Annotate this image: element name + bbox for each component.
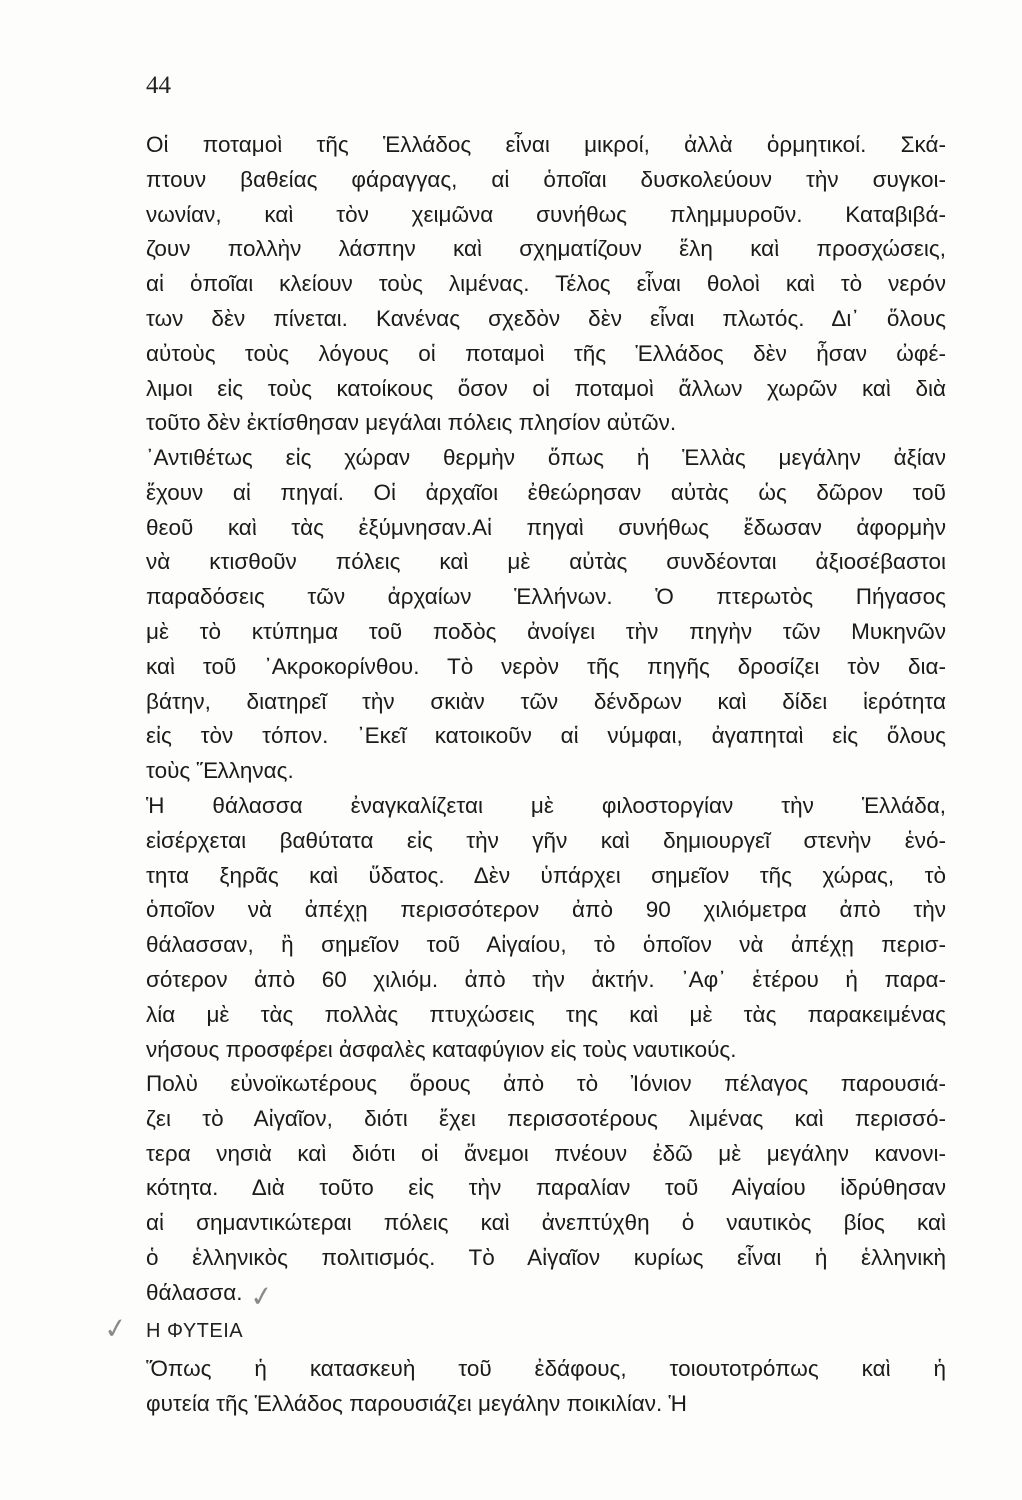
text-line: εἰς τὸν τόπον. ᾿Εκεῖ κατοικοῦν αἱ νύμφαι, ἀγαπηταὶ εἰς ὅλους (146, 723, 946, 749)
text-line: ὁ ἑλληνικὸς πολιτισμός. Τὸ Αἰγαῖον κυρίως εἶναι ἡ ἑλληνικὴ (146, 1244, 946, 1270)
text-line: λιμοι εἰς τοὺς κατοίκους ὅσον οἱ ποταμοὶ ἄλλων χωρῶν καὶ διὰ (146, 375, 946, 401)
text-line: ᾿Αντιθέτως εἰς χώραν θερμὴν ὅπως ἡ Ἑλλὰς μεγάλην ἀξίαν (146, 445, 946, 470)
section-heading: Η ΦΥΤΕΙΑ (146, 1320, 244, 1342)
page-number: 44 (146, 72, 171, 99)
text-line: φυτεία τῆς Ἑλλάδος παρουσιάζει μεγάλην ποικιλίαν. Ἡ (146, 1390, 687, 1416)
paragraph-springs (146, 441, 946, 789)
text-line: τοὺς Ἕλληνας. (146, 758, 294, 784)
text-line: αἱ σημαντικώτεραι πόλεις καὶ ἀνεπτύχθη ὁ ναυτικὸς βίος καὶ (146, 1210, 946, 1236)
text-line: Ὅπως ἡ κατασκευὴ τοῦ ἐδάφους, τοιουτοτρόπως καὶ ἡ (146, 1356, 946, 1381)
text-line: παραδόσεις τῶν ἀρχαίων Ἑλλήνων. Ὁ πτερωτὸς Πήγασος (146, 584, 946, 610)
text-line: νήσους προσφέρει ἀσφαλὲς καταφύγιον εἰς τοὺς ναυτικούς. (146, 1036, 737, 1062)
paragraph-sea (146, 789, 946, 1067)
pencil-checkmark-icon: ✓ (101, 1310, 130, 1347)
text-line: θάλασσαν, ἢ σημεῖον τοῦ Αἰγαίου, τὸ ὁποῖον νὰ ἀπέχῃ περισ- (146, 932, 946, 958)
text-line: Πολὺ εὐνοϊκωτέρους ὅρους ἀπὸ τὸ Ἰόνιον πέλαγος παρουσιά- (146, 1071, 946, 1096)
text-line: πτουν βαθείας φάραγγας, αἱ ὁποῖαι δυσκολεύουν τὴν συγκοι- (146, 166, 946, 192)
text-line: ἔχουν αἱ πηγαί. Οἱ ἀρχαῖοι ἐθεώρησαν αὐτὰς ὡς δῶρον τοῦ (146, 479, 946, 505)
text-line: Οἱ ποταμοὶ τῆς Ἑλλάδος εἶναι μικροί, ἀλλὰ ὁρμητικοί. Σκά- (146, 132, 946, 157)
text-line: νωνίαν, καὶ τὸν χειμῶνα συνήθως πλημμυροῦν. Καταβιβά- (146, 201, 946, 227)
text-line: βάτην, διατηρεῖ τὴν σκιὰν τῶν δένδρων καὶ δίδει ἱερότητα (146, 688, 946, 714)
text-line: μὲ τὸ κτύπημα τοῦ ποδὸς ἀνοίγει τὴν πηγὴν τῶν Μυκηνῶν (146, 618, 946, 644)
text-line: θάλασσα. (146, 1279, 243, 1305)
text-line: τοῦτο δὲν ἐκτίσθησαν μεγάλαι πόλεις πλησίον αὐτῶν. (146, 410, 677, 436)
text-line: καὶ τοῦ ᾿Ακροκορίνθου. Τὸ νερὸν τῆς πηγῆς δροσίζει τὸν δια- (146, 653, 946, 679)
text-line: τητα ξηρᾶς καὶ ὕδατος. Δὲν ὑπάρχει σημεῖον τῆς χώρας, τὸ (146, 862, 946, 888)
text-line: εἰσέρχεται βαθύτατα εἰς τὴν γῆν καὶ δημιουργεῖ στενὴν ἑνό- (146, 827, 946, 853)
text-line: τερα νησιὰ καὶ διότι οἱ ἄνεμοι πνέουν ἐδῶ μὲ μεγάλην κανονι- (146, 1140, 946, 1166)
text-line: των δὲν πίνεται. Κανένας σχεδὸν δὲν εἶναι πλωτός. Δι᾿ ὅλους (146, 305, 946, 331)
text-line: κότητα. Διὰ τοῦτο εἰς τὴν παραλίαν τοῦ Αἰγαίου ἱδρύθησαν (146, 1175, 946, 1201)
paragraph-vegetation (146, 1352, 946, 1422)
text-line: ζει τὸ Αἰγαῖον, διότι ἔχει περισσοτέρους λιμένας καὶ περισσό- (146, 1105, 946, 1131)
paragraph-rivers (146, 128, 946, 441)
paragraph-aegean (146, 1067, 946, 1311)
text-line: αὐτοὺς τοὺς λόγους οἱ ποταμοὶ τῆς Ἑλλάδος δὲν ἦσαν ὠφέ- (146, 340, 946, 366)
text-line: σότερον ἀπὸ 60 χιλιόμ. ἀπὸ τὴν ἀκτήν. ᾿Αφ᾿ ἑτέρου ἡ παρα- (146, 966, 946, 992)
text-line: ὁποῖον νὰ ἀπέχῃ περισσότερον ἀπὸ 90 χιλιόμετρα ἀπὸ τὴν (146, 897, 946, 923)
text-line: ζουν πολλὴν λάσπην καὶ σχηματίζουν ἕλη καὶ προσχώσεις, (146, 236, 946, 262)
text-line: νὰ κτισθοῦν πόλεις καὶ μὲ αὐτὰς συνδέονται ἀξιοσέβαστοι (146, 549, 946, 575)
text-line: θεοῦ καὶ τὰς ἐξύμνησαν.Αἱ πηγαὶ συνήθως ἔδωσαν ἀφορμὴν (146, 514, 946, 540)
text-line: αἱ ὁποῖαι κλείουν τοὺς λιμένας. Τέλος εἶναι θολοὶ καὶ τὸ νερόν (146, 271, 946, 297)
text-line: Ἡ θάλασσα ἐναγκαλίζεται μὲ φιλοστοργίαν τὴν Ἑλλάδα, (146, 793, 946, 818)
pencil-checkmark-icon: ✓ (247, 1278, 276, 1315)
text-line: λία μὲ τὰς πολλὰς πτυχώσεις της καὶ μὲ τὰς παρακειμένας (146, 1001, 946, 1027)
